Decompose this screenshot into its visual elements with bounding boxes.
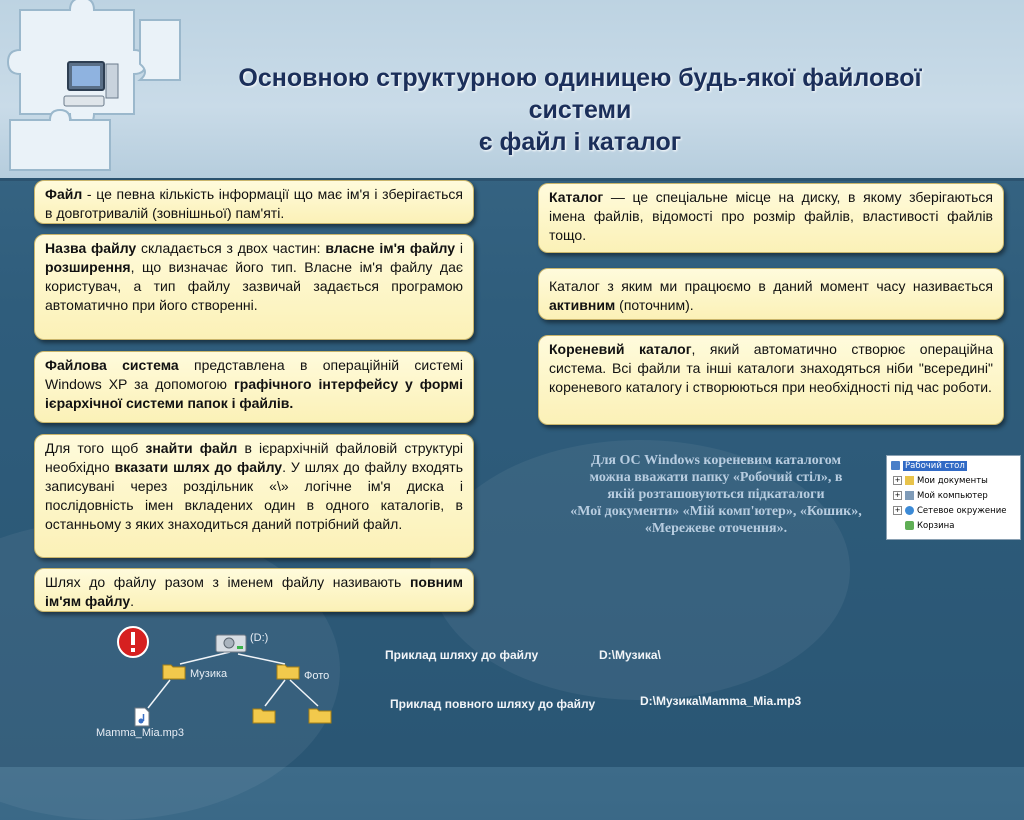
active-text-2: (поточним). bbox=[615, 297, 694, 313]
fullname-text-1: Шлях до файлу разом з іменем файлу називають bbox=[45, 574, 410, 590]
audio-file-icon bbox=[134, 707, 150, 727]
drive-icon bbox=[215, 632, 247, 656]
caption-line-1: Для ОС Windows кореневим каталогом bbox=[590, 453, 842, 468]
expand-icon[interactable]: + bbox=[894, 476, 901, 484]
filename-text-2: і bbox=[455, 240, 463, 256]
active-text-1: Каталог з яким ми працюємо в даний момент часу називається bbox=[549, 278, 993, 294]
file-name-label: Mamma_Mia.mp3 bbox=[96, 727, 185, 739]
catalog-term: Каталог bbox=[549, 189, 604, 205]
explorer-item-label: Рабочий стол bbox=[905, 461, 965, 471]
filesystem-term: Файлова система bbox=[45, 357, 179, 373]
filesystem-text: представлена в операційній системі Windows XP за допомогою bbox=[45, 357, 464, 392]
active-term: активним bbox=[549, 297, 616, 313]
explorer-item-label: Сетевое окружение bbox=[917, 506, 1007, 516]
filename-term: Назва файлу bbox=[45, 240, 137, 256]
fullname-term: повним ім'ям файлу bbox=[45, 574, 463, 609]
file-definition-text: - це певна кількість інформації що має ім'я і зберігається в довготривалій (зовнішньої) пам'яті. bbox=[45, 186, 463, 221]
filename-part-extension: розширення bbox=[45, 259, 131, 275]
explorer-item-label: Мой компьютер bbox=[917, 491, 988, 501]
full-path-example-value: D:\Музика\Mamma_Mia.mp3 bbox=[640, 694, 802, 708]
path-example-value: D:\Музика\ bbox=[599, 648, 661, 662]
folder-icon bbox=[276, 662, 300, 680]
folder-music-label: Музика bbox=[190, 668, 228, 680]
fullname-text-2: . bbox=[130, 593, 135, 609]
path-text-1: Для того щоб bbox=[45, 440, 146, 456]
full-path-example-label: Приклад повного шляху до файлу bbox=[390, 697, 596, 711]
path-example-label: Приклад шляху до файлу bbox=[385, 648, 539, 662]
explorer-item-label: Корзина bbox=[917, 521, 955, 531]
expand-icon[interactable]: + bbox=[894, 491, 901, 499]
path-text-3: . У шлях до файлу входять записувані через роздільник «\» логічне ім'я диска і послідовність імен вкладених один в одного каталогів, в останньому з яких знаходиться даний потрібний файл. bbox=[45, 459, 463, 532]
folder-icon bbox=[252, 706, 276, 724]
expand-icon[interactable]: + bbox=[894, 506, 901, 514]
folder-icon bbox=[162, 662, 186, 680]
catalog-text: — це спеціальне місце на диску, в якому зберігаються імена файлів, відомості про розмір файлів, властивості файлів тощо. bbox=[549, 189, 993, 243]
caption-line-3: якій розташовуються підкаталоги bbox=[607, 487, 825, 502]
caption-line-2: можна вважати папку «Робочий стіл», в bbox=[589, 470, 843, 485]
path-term-find: знайти файл bbox=[145, 440, 238, 456]
path-text-2: в ієрархічній файловій структурі необхідно bbox=[45, 440, 463, 475]
caption-line-5: «Мережеве оточення». bbox=[644, 521, 788, 536]
folder-icon bbox=[308, 706, 332, 724]
filename-text-1: складається з двох частин: bbox=[136, 240, 326, 256]
file-term: Файл bbox=[45, 186, 83, 202]
explorer-item-label: Мои документы bbox=[917, 476, 988, 486]
title-line-1: Основною структурною одиницею будь-якої файлової системи bbox=[238, 64, 922, 124]
drive-label: (D:) bbox=[250, 632, 269, 644]
filename-text-3: , що визначає його тип. Власне ім'я файлу дає користувач, а тип файлу зазвичай задається програмою автоматично при його створенні. bbox=[45, 259, 463, 313]
filename-part-name: власне ім'я файлу bbox=[325, 240, 456, 256]
path-term-specify: вказати шлях до файлу bbox=[114, 459, 283, 475]
filesystem-interface: графічного інтерфейсу у формі ієрархічної системи папок і файлів. bbox=[45, 376, 463, 411]
title-line-2: є файл і каталог bbox=[478, 128, 682, 156]
root-term: Кореневий каталог bbox=[549, 341, 692, 357]
caption-line-4: «Мої документи» «Мій комп'ютер», «Кошик», bbox=[570, 504, 862, 519]
folder-photo-label: Фото bbox=[304, 670, 330, 682]
root-text: , який автоматично створює операційна система. Всі файли та інші каталоги знаходяться ніби "всередині" кореневого каталогу і створюються при необхідності під час роботи. bbox=[549, 341, 993, 395]
